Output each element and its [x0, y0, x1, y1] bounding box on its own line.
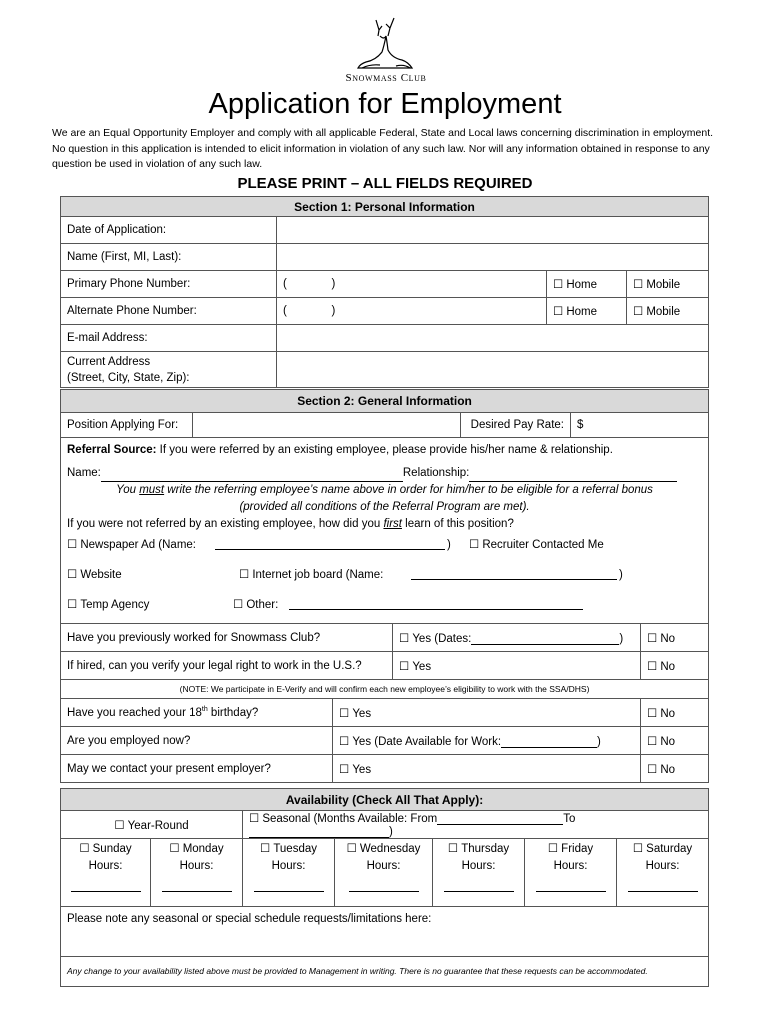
position-label: Position Applying For: [61, 413, 193, 438]
note-must: must [139, 484, 165, 496]
recruiter-checkbox[interactable]: ☐ Recruiter Contacted Me [469, 537, 604, 554]
no-label: ☐ No [647, 764, 675, 776]
days-row [61, 839, 709, 907]
source-row-3 [67, 597, 702, 617]
referral-block [61, 438, 709, 624]
print-notice: PLEASE PRINT – ALL FIELDS REQUIRED [237, 175, 533, 192]
phone-parens: ( ) [283, 278, 336, 290]
availability-disclaimer: Any change to your availability listed above must be provided to Management in writing. There is no guarantee that these requests can be accommodated. [61, 957, 709, 987]
hours-label: Hours: [271, 860, 306, 872]
question-text: learn of this position? [401, 518, 514, 530]
day-cell-thursday[interactable] [433, 839, 525, 907]
deer-icon [346, 16, 426, 74]
no-label: ☐ No [647, 633, 675, 645]
contact-question: May we contact your present employer? [61, 755, 333, 783]
page-title: Application for Employment [208, 88, 562, 120]
address-label-line2: (Street, City, State, Zip): [67, 371, 190, 384]
primary-mobile-checkbox[interactable] [627, 271, 709, 298]
requests-label: Please note any seasonal or special schedule requests/limitations here: [67, 913, 432, 925]
age-text: birthday? [207, 706, 259, 719]
age-no-checkbox[interactable] [641, 699, 709, 727]
referral-name-label: Name: [67, 467, 101, 479]
question-text: If you were not referred by an existing employee, how did you [67, 518, 384, 530]
legal-no-checkbox[interactable] [641, 652, 709, 680]
to-field[interactable] [249, 825, 389, 838]
close-paren: ) [619, 632, 624, 645]
yes-label: ☐ Yes [399, 661, 431, 673]
hours-label: Hours: [553, 860, 588, 872]
day-cell-wednesday[interactable] [335, 839, 433, 907]
yes-avail-label: ☐ Yes (Date Available for Work: [339, 736, 501, 748]
everify-note: (NOTE: We participate in E-Verify and will confirm each new employee’s eligibility to work with the SSA/DHS) [61, 680, 709, 699]
day-cell-friday[interactable] [525, 839, 617, 907]
primary-home-checkbox[interactable] [547, 271, 627, 298]
pay-label: Desired Pay Rate: [461, 413, 571, 438]
availability-heading: Availability (Check All That Apply): [61, 789, 709, 811]
yes-label: ☐ Yes [339, 708, 371, 720]
alternate-phone-field[interactable] [277, 298, 547, 325]
alternate-home-label: ☐ Home [553, 306, 597, 318]
contact-yes-checkbox[interactable] [333, 755, 641, 783]
address-field[interactable] [277, 352, 709, 388]
primary-mobile-label: ☐ Mobile [633, 279, 680, 291]
contact-no-checkbox[interactable] [641, 755, 709, 783]
date-label: Date of Application: [61, 217, 277, 244]
day-checkbox[interactable]: ☐ Sunday [67, 841, 144, 858]
primary-phone-field[interactable] [277, 271, 547, 298]
note-text: You [116, 484, 140, 496]
newspaper-name-field[interactable] [215, 537, 445, 550]
referral-source [67, 442, 702, 459]
seasonal-checkbox[interactable] [243, 811, 709, 839]
name-label: Name (First, MI, Last): [61, 244, 277, 271]
hours-label: Hours: [366, 860, 401, 872]
alternate-mobile-checkbox[interactable] [627, 298, 709, 325]
intro-text: We are an Equal Opportunity Employer and comply with all applicable Federal, State and Local laws concerning discrimination in employment. No question in this application is intended to elicit information in violation of any such law. Nor will any information obtained in response to any question be used in violation of any such law. [52, 127, 714, 170]
alternate-phone-label: Alternate Phone Number: [61, 298, 277, 325]
age-question [61, 699, 333, 727]
email-field[interactable] [277, 325, 709, 352]
hours-field[interactable] [349, 891, 419, 892]
year-round-label: ☐ Year-Round [114, 820, 188, 832]
section2-heading: Section 2: General Information [61, 390, 709, 413]
other-checkbox[interactable]: ☐ Other: [233, 597, 278, 614]
alternate-home-checkbox[interactable] [547, 298, 627, 325]
company-logo [330, 16, 442, 88]
date-field[interactable] [277, 217, 709, 244]
available-date-field[interactable] [501, 735, 597, 748]
internet-close: ) [619, 569, 623, 581]
source-row-2 [67, 567, 702, 587]
name-field[interactable] [277, 244, 709, 271]
primary-home-label: ☐ Home [553, 279, 597, 291]
yes-label: ☐ Yes [339, 764, 371, 776]
to-label: To [563, 813, 576, 825]
day-cell-tuesday[interactable] [243, 839, 335, 907]
pay-symbol: $ [577, 419, 584, 431]
email-label: E-mail Address: [61, 325, 277, 352]
referral-text: If you were referred by an existing employee, please provide his/her name & relationship. [156, 444, 613, 456]
worked-question: Have you previously worked for Snowmass Club? [61, 624, 393, 652]
close-paren: ) [597, 735, 601, 748]
position-field[interactable] [193, 413, 461, 438]
website-checkbox[interactable]: ☐ Website [67, 567, 122, 584]
day-checkbox[interactable]: ☐ Thursday [439, 841, 518, 858]
section2-table [60, 389, 709, 783]
requests-field[interactable] [61, 907, 709, 957]
phone-parens: ( ) [283, 305, 336, 317]
close-paren: ) [389, 826, 393, 838]
source-row-1 [67, 537, 702, 557]
referral-name-field[interactable] [101, 469, 403, 482]
yes-dates-label: ☐ Yes (Dates: [399, 633, 471, 645]
address-label [61, 352, 277, 388]
referral-bold: Referral Source: [67, 444, 157, 456]
relationship-label: Relationship: [402, 467, 470, 479]
newspaper-checkbox[interactable]: ☐ Newspaper Ad (Name: [67, 537, 196, 554]
availability-table [60, 788, 709, 987]
temp-agency-checkbox[interactable]: ☐ Temp Agency [67, 597, 149, 614]
relationship-field[interactable] [469, 469, 677, 482]
section1-heading: Section 1: Personal Information [61, 197, 709, 217]
legal-question: If hired, can you verify your legal right to work in the U.S.? [61, 652, 393, 680]
day-checkbox[interactable]: ☐ Wednesday [341, 841, 426, 858]
pay-field[interactable] [571, 413, 709, 438]
hours-field[interactable] [71, 891, 141, 892]
no-label: ☐ No [647, 708, 675, 720]
worked-no-checkbox[interactable] [641, 624, 709, 652]
hours-label: Hours: [461, 860, 496, 872]
day-checkbox[interactable]: ☐ Monday [157, 841, 236, 858]
day-cell-monday[interactable] [151, 839, 243, 907]
referral-name-row [67, 465, 702, 482]
employed-yes-checkbox[interactable] [333, 727, 641, 755]
section1-table [60, 196, 709, 388]
internet-name-field[interactable] [411, 567, 617, 580]
day-cell-saturday[interactable] [617, 839, 709, 907]
dates-field[interactable] [471, 632, 619, 645]
hours-field[interactable] [254, 891, 324, 892]
hours-label: Hours: [88, 860, 123, 872]
seasonal-label: ☐ Seasonal (Months Available: From [249, 813, 437, 825]
alternate-mobile-label: ☐ Mobile [633, 306, 680, 318]
day-checkbox[interactable]: ☐ Tuesday [249, 841, 328, 858]
age-sup: th [201, 706, 208, 714]
hours-field[interactable] [628, 891, 698, 892]
worked-yes-checkbox[interactable] [393, 624, 641, 652]
age-yes-checkbox[interactable] [333, 699, 641, 727]
day-cell-sunday[interactable] [61, 839, 151, 907]
first-learn-question [67, 516, 702, 533]
legal-yes-checkbox[interactable] [393, 652, 641, 680]
day-checkbox[interactable]: ☐ Saturday [623, 841, 702, 858]
other-field[interactable] [289, 597, 583, 610]
day-checkbox[interactable]: ☐ Friday [531, 841, 610, 858]
primary-phone-label: Primary Phone Number: [61, 271, 277, 298]
year-round-checkbox[interactable] [61, 811, 243, 839]
question-first: first [383, 518, 402, 530]
hours-label: Hours: [645, 860, 680, 872]
note-text: write the referring employee’s name above in order for him/her to be eligible for a referral bonus [164, 484, 653, 496]
hours-field[interactable] [444, 891, 514, 892]
hours-label: Hours: [179, 860, 214, 872]
referral-note-1 [67, 482, 702, 499]
from-field[interactable] [437, 812, 563, 825]
no-label: ☐ No [647, 736, 675, 748]
age-text: Have you reached your 18 [67, 706, 202, 719]
internet-checkbox[interactable]: ☐ Internet job board (Name: [239, 567, 383, 584]
employed-question: Are you employed now? [61, 727, 333, 755]
address-label-line1: Current Address [67, 355, 151, 368]
referral-note-2: (provided all conditions of the Referral Program are met). [239, 501, 530, 513]
hours-field[interactable] [162, 891, 232, 892]
newspaper-close: ) [447, 539, 451, 551]
logo-text: Snowmass Club [345, 72, 427, 84]
no-label: ☐ No [647, 661, 675, 673]
hours-field[interactable] [536, 891, 606, 892]
employed-no-checkbox[interactable] [641, 727, 709, 755]
